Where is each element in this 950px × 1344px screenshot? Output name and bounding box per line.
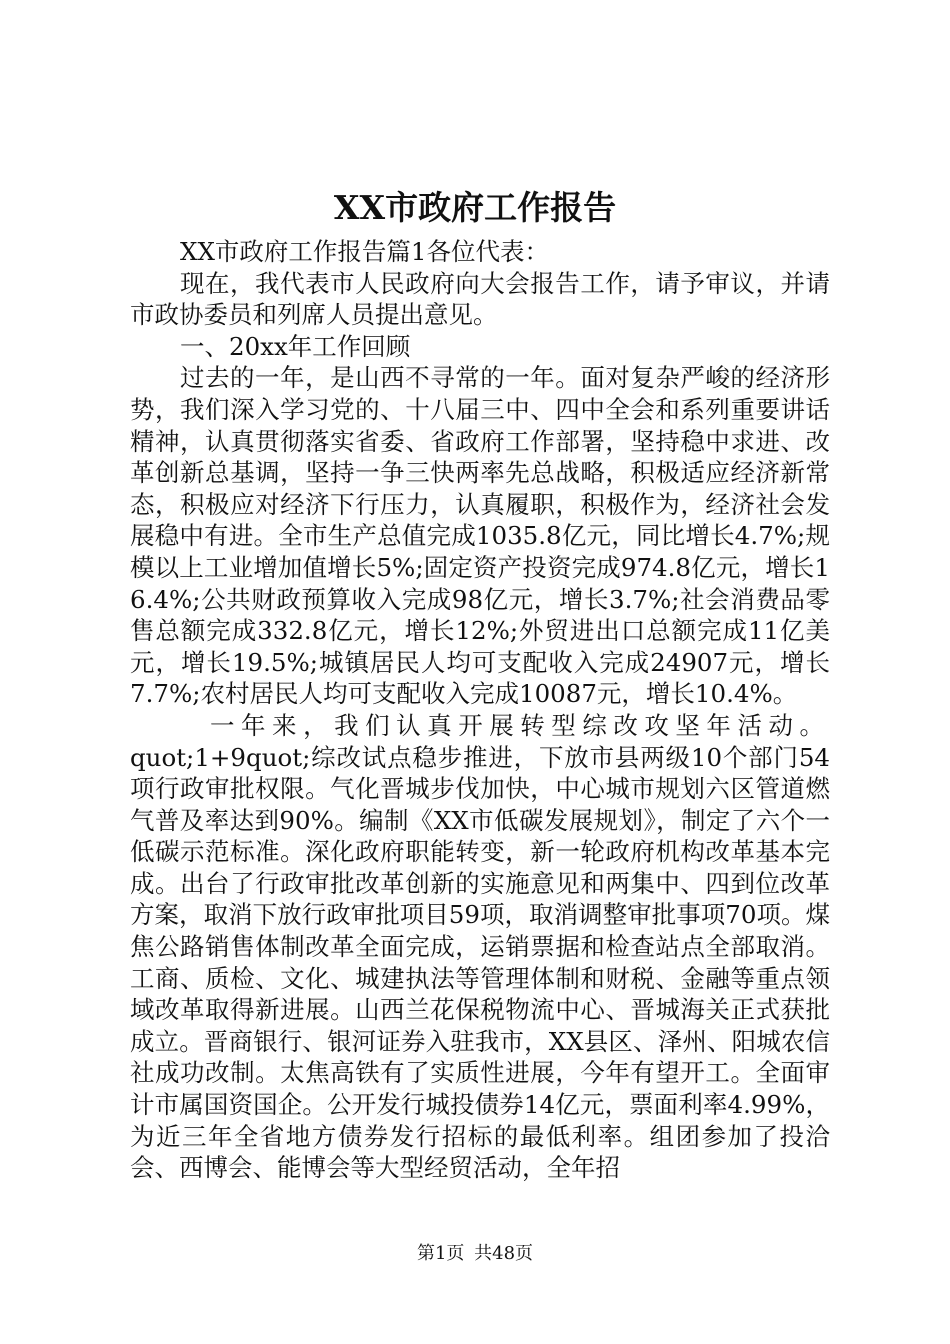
page-number: 第1页: [416, 1243, 465, 1264]
paragraph-review: 过去的一年，是山西不寻常的一年。面对复杂严峻的经济形势，我们深入学习党的、十八届三中、四中全会和系列重要讲话精神，认真贯彻落实省委、省政府工作部署，坚持稳中求进、改革创新总基调，坚持一争三快两率先总战略，积极适应经济新常态，积极应对经济下行压力，认真履职，积极作为，经济社会发展稳中有进。全市生产总值完成1035.8亿元，同比增长4.7%;规模以上工业增加值增长5%;固定资产投资完成974.8亿元，增长16.4%;公共财政预算收入完成98亿元，增长3.7%;社会消费品零售总额完成332.8亿元，增长12%;外贸进出口总额完成11亿美元，增长19.5%;城镇居民人均可支配收入完成24907元，增长7.7%;农村居民人均可支配收入完成10087元，增长10.4%。: [130, 363, 830, 709]
paragraph-intro: 现在，我代表市人民政府向大会报告工作，请予审议，并请市政协委员和列席人员提出意见。: [130, 268, 830, 330]
document-body: [130, 236, 830, 1184]
page-footer: [0, 1242, 950, 1266]
page-total: 共48页: [474, 1243, 534, 1264]
paragraph-reform: quot;1+9quot;综改试点稳步推进，下放市县两级10个部门54项行政审批权限。气化晋城步伐加快，中心城市规划六区管道燃气普及率达到90%。编制《XX市低碳发展规划》，制定了六个一低碳示范标准。深化政府职能转变，新一轮政府机构改革基本完成。出台了行政审批改革创新的实施意见和两集中、四到位改革方案，取消下放行政审批项目59项，取消调整审批事项70项。煤焦公路销售体制改革全面完成，运销票据和检查站点全部取消。工商、质检、文化、城建执法等管理体制和财税、金融等重点领域改革取得新进展。山西兰花保税物流中心、晋城海关正式获批成立。晋商银行、银河证券入驻我市，XX县区、泽州、阳城农信社成功改制。太焦高铁有了实质性进展，今年有望开工。全面审计市属国资国企。公开发行城投债券14亿元，票面利率4.99%，为近三年全省地方债券发行招标的最低利率。组团参加了投洽会、西博会、能博会等大型经贸活动，全年招: [130, 742, 830, 1183]
paragraph-reform-lead: 一年来，我们认真开展转型综改攻坚年活动。: [210, 710, 830, 740]
page-title: XX市政府工作报告: [333, 188, 617, 227]
paragraph-greeting: XX市政府工作报告篇1各位代表：: [180, 237, 549, 266]
section-heading: 一、20xx年工作回顾: [180, 331, 411, 361]
